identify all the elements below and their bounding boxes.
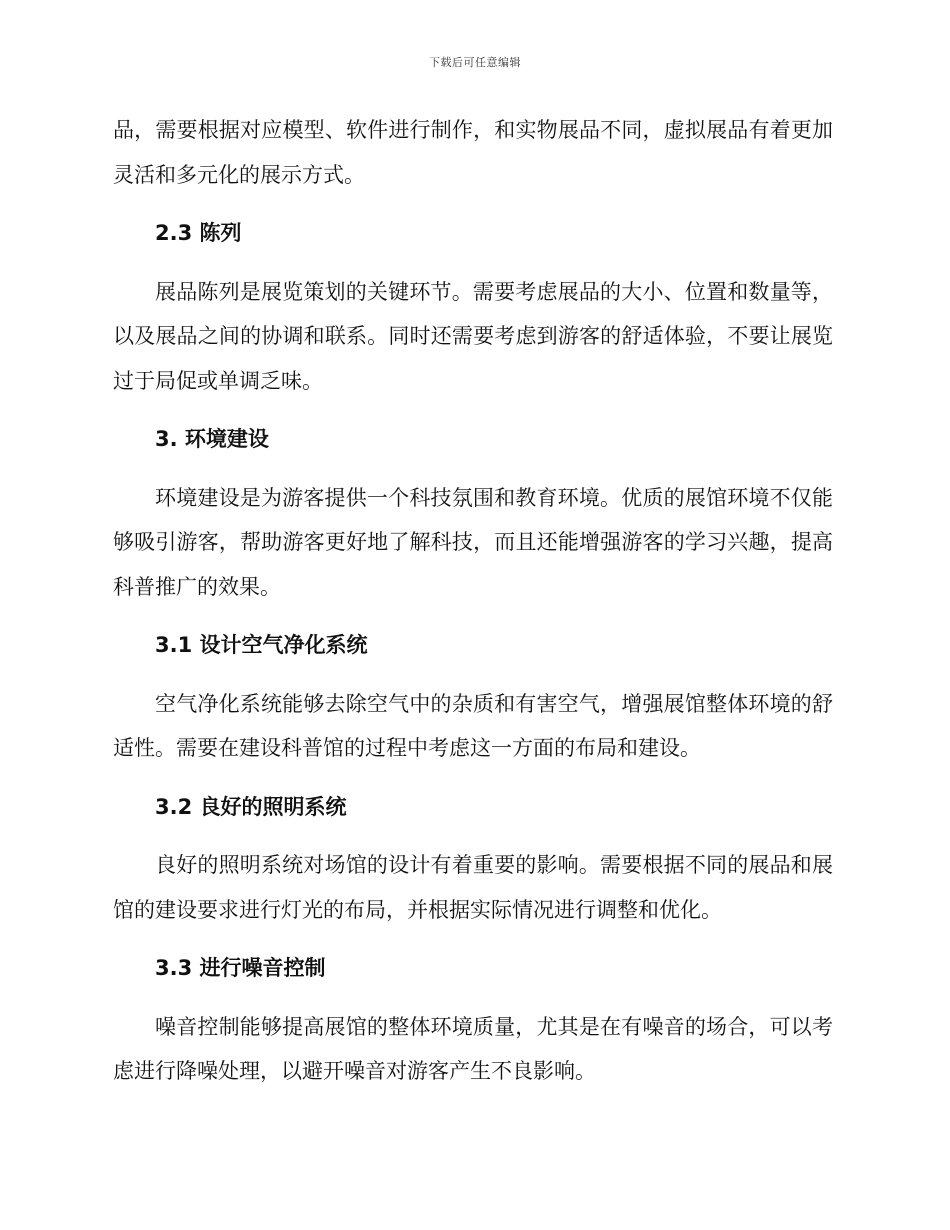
- document-body: [113, 108, 833, 1094]
- heading-3-3: 3.3 进行噪音控制: [155, 956, 326, 980]
- paragraph-exhibition-layout: 展品陈列是展览策划的关键环节。需要考虑展品的大小、位置和数量等，以及展品之间的协调和联系。同时还需要考虑到游客的舒适体验，不要让展览过于局促或单调乏味。: [113, 279, 833, 393]
- paragraph-lighting: 良好的照明系统对场馆的设计有着重要的影响。需要根据不同的展品和展馆的建设要求进行灯光的布局，并根据实际情况进行调整和优化。: [113, 853, 833, 922]
- heading-2-3: 2.3 陈列: [155, 221, 242, 245]
- heading-3: 3. 环境建设: [155, 427, 269, 451]
- heading-3-2: 3.2 良好的照明系统: [155, 794, 347, 819]
- paragraph-noise-control: 噪音控制能够提高展馆的整体环境质量，尤其是在有噪音的场合，可以考虑进行降噪处理，以避开噪音对游客产生不良影响。: [113, 1014, 833, 1083]
- heading-3-1: 3.1 设计空气净化系统: [155, 633, 368, 657]
- paragraph-continued: 品，需要根据对应模型、软件进行制作，和实物展品不同，虚拟展品有着更加灵活和多元化的展示方式。: [113, 118, 833, 187]
- page-header: 下载后可任意编辑: [429, 56, 521, 69]
- paragraph-environment: 环境建设是为游客提供一个科技氛围和教育环境。优质的展馆环境不仅能够吸引游客，帮助游客更好地了解科技，而且还能增强游客的学习兴趣，提高科普推广的效果。: [113, 485, 833, 599]
- paragraph-air-purification: 空气净化系统能够去除空气中的杂质和有害空气，增强展馆整体环境的舒适性。需要在建设科普馆的过程中考虑这一方面的布局和建设。: [113, 691, 833, 760]
